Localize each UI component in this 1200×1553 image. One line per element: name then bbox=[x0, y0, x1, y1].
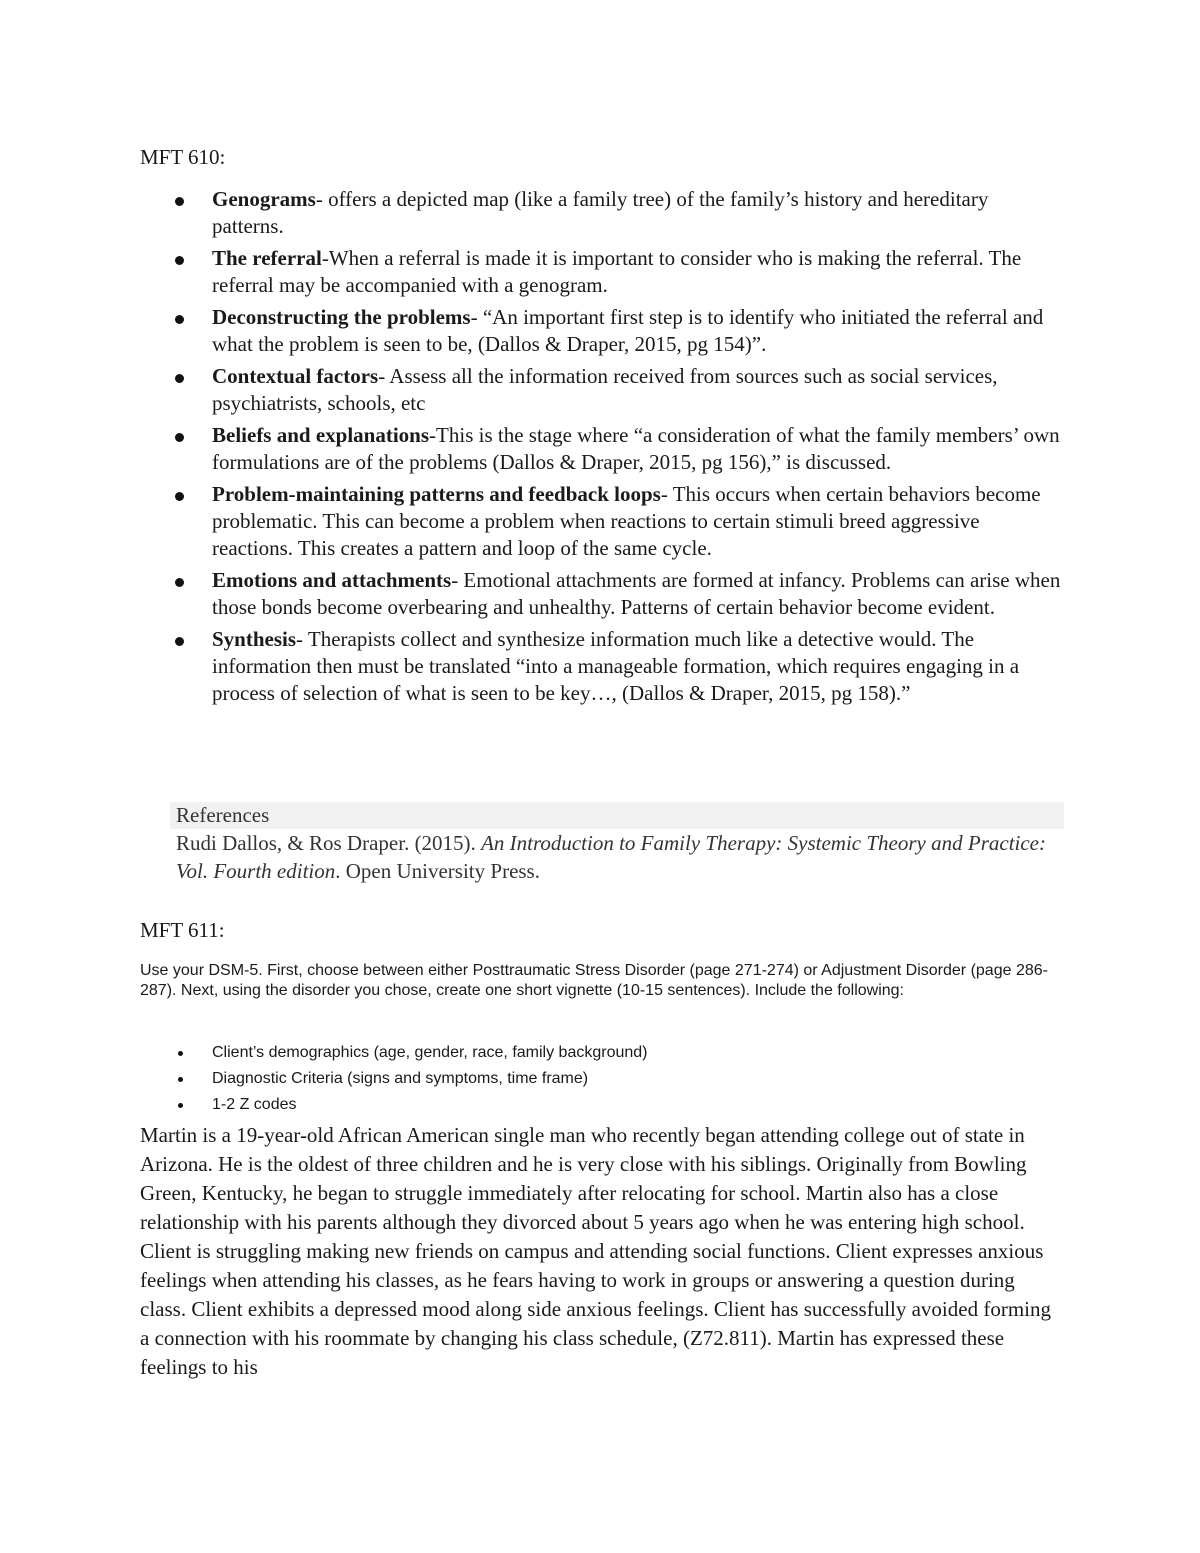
bullet-icon bbox=[175, 637, 184, 646]
bullet-icon bbox=[175, 256, 184, 265]
list-item bbox=[140, 245, 1065, 299]
term-label: Deconstructing the problems bbox=[212, 305, 471, 329]
term-description: - This occurs when certain behaviors become problematic. This can become a problem when reactions to certain stimuli breed aggressive reactions. This creates a pattern and loop of the same cycle. bbox=[212, 482, 1041, 560]
term-label: Synthesis bbox=[212, 627, 297, 651]
term-label: The referral bbox=[212, 246, 322, 270]
list-item bbox=[140, 304, 1065, 358]
assignment-requirements-list bbox=[140, 1040, 1040, 1118]
list-item bbox=[140, 186, 1065, 240]
reference-publisher: . Open University Press. bbox=[335, 859, 540, 883]
references-block bbox=[170, 802, 1060, 885]
term-label: Genograms bbox=[212, 187, 316, 211]
bullet-icon bbox=[175, 197, 184, 206]
assignment-prompt: Use your DSM-5. First, choose between either Posttraumatic Stress Disorder (page 271-274) or Adjustment Disorder (page 286-287). Next, using the disorder you chose, create one short vignette (10-15 sentences). Include the following: bbox=[140, 962, 1048, 999]
vignette-paragraph: Martin is a 19-year-old African American single man who recently began attending college out of state in Arizona. He is the oldest of three children and he is very close with his siblings. Originally from Bowling Green, Kentucky, he began to struggle immediately after relocating for school. Martin also has a close relationship with his parents although they divorced about 5 years ago when he was entering high school. Client is struggling making new friends on campus and attending social functions. Client expresses anxious feelings when attending his classes, as he fears having to work in groups or answering a question during class. Client exhibits a depressed mood along side anxious feelings. Client has successfully avoided forming a connection with his roommate by changing his class schedule, (Z72.811). Martin has expressed these feelings to his bbox=[140, 1123, 1051, 1379]
term-description: - Emotional attachments are formed at infancy. Problems can arise when those bonds become overbearing and unhealthy. Patterns of certain behavior become evident. bbox=[212, 568, 1061, 619]
bullet-icon bbox=[175, 578, 184, 587]
list-item bbox=[140, 1066, 1040, 1092]
section-heading-mft611: MFT 611: bbox=[140, 918, 225, 942]
list-item bbox=[140, 1040, 1040, 1066]
term-description: - “An important first step is to identify who initiated the referral and what the problem is seen to be, (Dallos & Draper, 2015, pg 154)”. bbox=[212, 305, 1044, 356]
term-label: Beliefs and explanations bbox=[212, 423, 430, 447]
term-label: Emotions and attachments bbox=[212, 568, 452, 592]
list-item bbox=[140, 422, 1065, 476]
references-title: References bbox=[170, 802, 1064, 829]
term-description: - Therapists collect and synthesize information much like a detective would. The information then must be translated “into a manageable formation, which requires engaging in a process of selection of what is seen to be key…, (Dallos & Draper, 2015, pg 158).” bbox=[212, 627, 1020, 705]
term-label: Contextual factors bbox=[212, 364, 379, 388]
reference-entry bbox=[170, 829, 1060, 885]
bullet-icon bbox=[175, 433, 184, 442]
bullet-icon bbox=[178, 1103, 183, 1108]
bullet-icon bbox=[175, 374, 184, 383]
bullet-icon bbox=[175, 315, 184, 324]
list-item bbox=[140, 481, 1065, 562]
list-item bbox=[140, 1092, 1040, 1118]
term-description: -When a referral is made it is important to consider who is making the referral. The referral may be accompanied with a genogram. bbox=[212, 246, 1022, 297]
mft610-concept-list bbox=[140, 186, 1065, 712]
requirement-text: Client’s demographics (age, gender, race, family background) bbox=[212, 1044, 648, 1061]
term-description: -This is the stage where “a consideration of what the family members’ own formulations are of the problems (Dallos & Draper, 2015, pg 156),” is discussed. bbox=[212, 423, 1060, 474]
list-item bbox=[140, 363, 1065, 417]
list-item bbox=[140, 567, 1065, 621]
reference-authors: Rudi Dallos, & Ros Draper. (2015). bbox=[176, 831, 482, 855]
section-heading-mft610: MFT 610: bbox=[140, 145, 226, 169]
term-description: - Assess all the information received from sources such as social services, psychiatrists, schools, etc bbox=[212, 364, 998, 415]
term-label: Problem-maintaining patterns and feedback loops bbox=[212, 482, 661, 506]
reference-book-title: An Introduction to Family Therapy: Systemic Theory and Practice: Vol. Fourth edition bbox=[176, 831, 1046, 883]
bullet-icon bbox=[175, 492, 184, 501]
bullet-icon bbox=[178, 1077, 183, 1082]
term-description: - offers a depicted map (like a family tree) of the family’s history and hereditary patterns. bbox=[212, 187, 989, 238]
list-item bbox=[140, 626, 1065, 707]
requirement-text: 1-2 Z codes bbox=[212, 1096, 297, 1113]
requirement-text: Diagnostic Criteria (signs and symptoms, time frame) bbox=[212, 1070, 589, 1087]
bullet-icon bbox=[178, 1051, 183, 1056]
